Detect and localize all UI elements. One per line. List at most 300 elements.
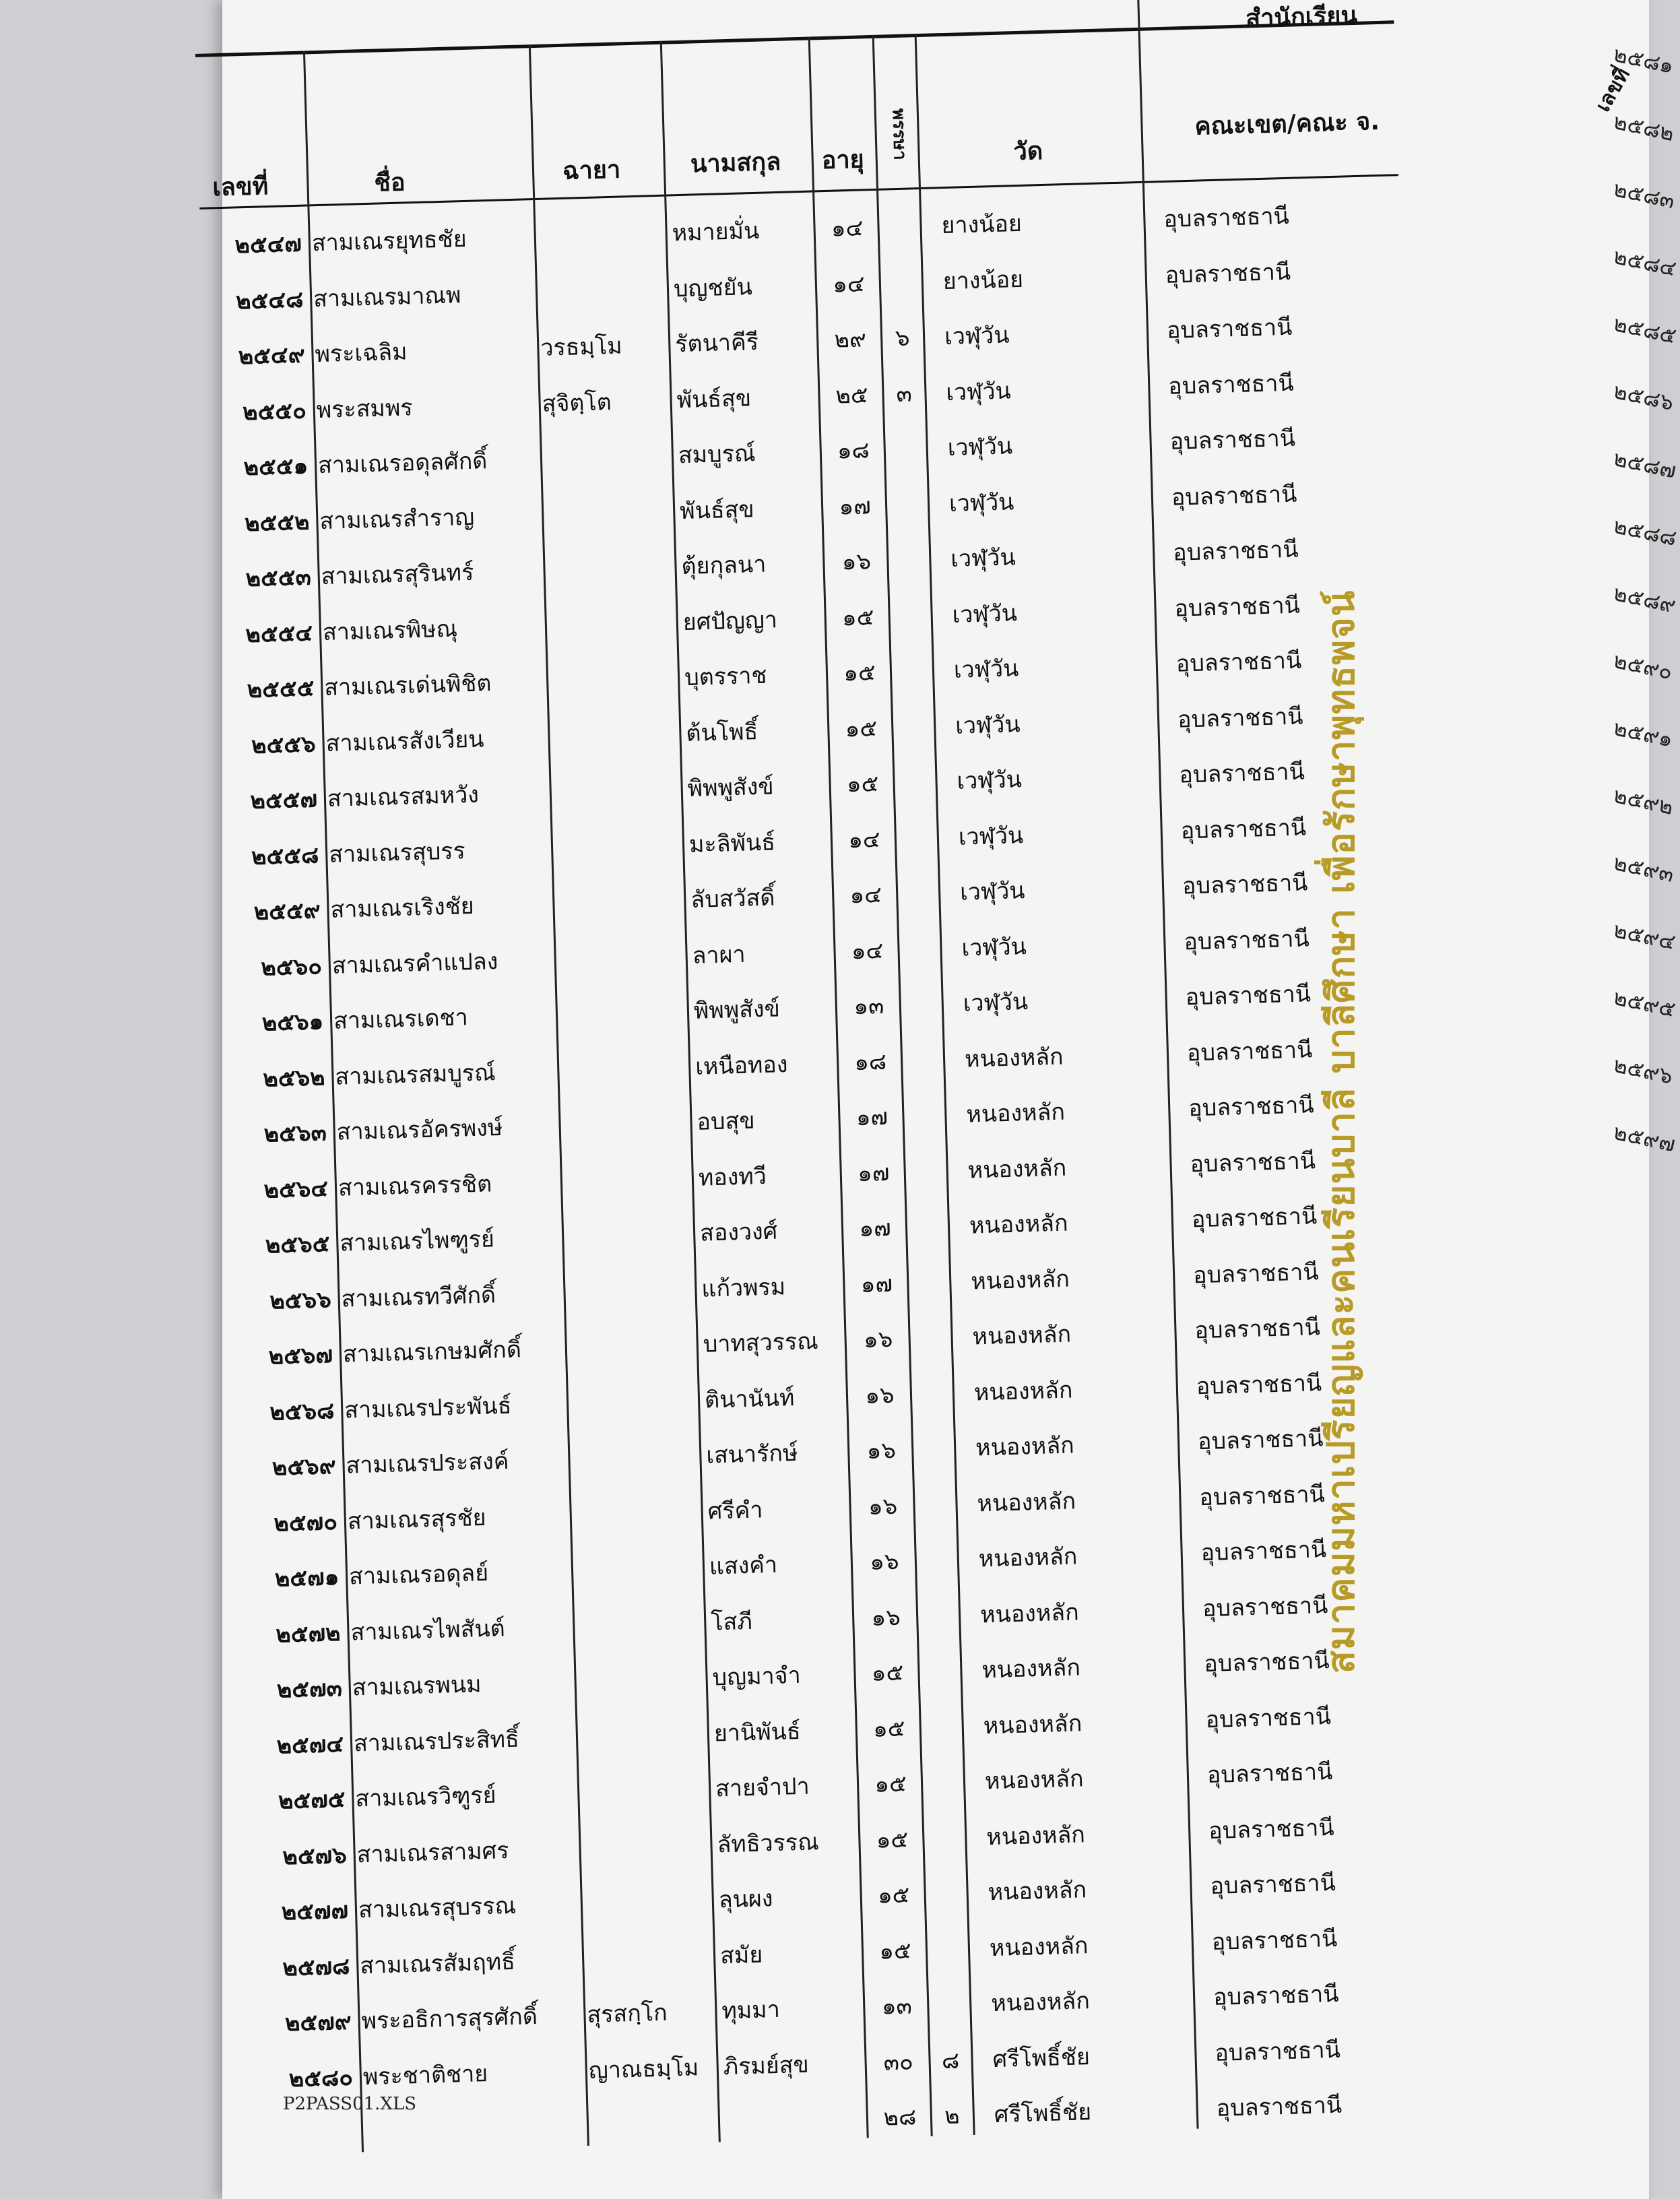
row-chaya — [564, 1215, 692, 1218]
row-wat: ศรีโพธิ์ชัย — [994, 2099, 1092, 2129]
row-surname: บาทสุวรรณ — [703, 1327, 819, 1358]
row-name: สามเณรเด่นพิชิต — [323, 670, 492, 702]
row-name: สามเณรสมหวัง — [327, 781, 480, 812]
row-chaya — [560, 1048, 688, 1052]
row-number: ๒๕๖๙ — [271, 1453, 337, 1481]
row-surname: ลาผา — [692, 941, 746, 969]
row-number: ๒๕๗๐ — [273, 1508, 338, 1537]
edge-number: ๒๕๙๓ — [1611, 849, 1677, 887]
row-grade — [910, 1263, 947, 1265]
row-chaya — [556, 881, 684, 885]
row-grade — [895, 707, 932, 709]
row-wat: เวฬุวัน — [958, 821, 1024, 851]
row-name: สามเณรประสงค์ — [346, 1447, 509, 1479]
row-number: ๒๕๖๒ — [262, 1063, 326, 1093]
row-chaya — [562, 1104, 690, 1107]
row-age: ๒๘ — [883, 2103, 917, 2132]
row-age: ๒๙ — [833, 325, 867, 354]
row-wat: เวฬุวัน — [955, 710, 1021, 740]
row-wat: หนองหลัก — [970, 1265, 1070, 1296]
row-wat: หนองหลัก — [989, 1932, 1089, 1962]
row-number: ๒๕๔๗ — [234, 230, 302, 259]
row-name: สามเณรประสิทธิ์ — [353, 1725, 520, 1757]
row-province: อุบลราชธานี — [1178, 758, 1305, 789]
row-number: ๒๕๕๘ — [251, 841, 319, 870]
row-surname: สมบูรณ์ — [678, 440, 756, 470]
edge-number: ๒๕๙๑ — [1611, 714, 1675, 753]
row-age: ๑๖ — [864, 1381, 895, 1409]
row-name: สามเณรสำราญ — [319, 503, 475, 535]
row-wat: เวฬุวัน — [944, 321, 1010, 351]
edge-number: ๒๕๘๔ — [1611, 243, 1679, 282]
row-number: ๒๕๕๓ — [245, 563, 312, 593]
edge-number: ๒๕๙๐ — [1611, 647, 1675, 685]
row-age: ๑๕ — [841, 603, 874, 632]
row-chaya: ญาณธมฺโม — [588, 2053, 699, 2084]
row-number: ๒๕๗๕ — [278, 1785, 346, 1815]
row-surname: ลัทธิวรรณ — [716, 1828, 820, 1858]
row-wat: หนองหลัก — [984, 1765, 1085, 1795]
row-chaya — [579, 1715, 707, 1718]
row-number: ๒๕๖๖ — [269, 1285, 332, 1315]
edge-number: ๒๕๙๗ — [1611, 1118, 1678, 1157]
row-age: ๑๕ — [876, 1825, 909, 1854]
row-number: ๒๕๕๕ — [247, 674, 315, 704]
row-age: ๑๖ — [863, 1325, 893, 1354]
row-wat: หนองหลัก — [967, 1154, 1067, 1184]
row-surname: ศรีคำ — [707, 1496, 763, 1525]
row-wat: หนองหลัก — [976, 1487, 1076, 1517]
row-chaya — [538, 270, 666, 274]
row-grade — [921, 1652, 958, 1653]
row-province: อุบลราชธานี — [1172, 536, 1299, 567]
row-grade — [914, 1430, 951, 1431]
header-col-no: เลขที่ — [212, 172, 269, 202]
row-province: อุบลราชธานี — [1208, 1814, 1335, 1845]
row-surname: สมัย — [719, 1941, 763, 1969]
row-surname: แก้วพรม — [701, 1273, 786, 1303]
row-wat: หนองหลัก — [978, 1543, 1078, 1573]
header-col-age: อายุ — [821, 146, 865, 175]
row-surname: บุญชยัน — [673, 273, 753, 302]
row-surname: ทองทวี — [698, 1162, 767, 1192]
row-grade — [899, 874, 936, 876]
row-age: ๑๗ — [858, 1214, 892, 1243]
header-col-prov: คณะเขต/คณะ จ. — [1194, 107, 1380, 141]
row-wat: เวฬุวัน — [959, 877, 1026, 906]
row-surname: หมายมั่น — [672, 217, 760, 247]
row-province: อุบลราชธานี — [1192, 1258, 1320, 1289]
row-province: อุบลราชธานี — [1171, 480, 1297, 511]
edge-number: ๒๕๘๙ — [1611, 579, 1679, 618]
row-province: อุบลราชธานี — [1188, 1091, 1315, 1122]
row-name: สามเณรครรชิต — [337, 1170, 492, 1202]
row-chaya — [585, 1937, 713, 1940]
row-number: ๒๕๖๓ — [263, 1119, 327, 1148]
row-name: สามเณรทวีศักดิ์ — [341, 1281, 496, 1313]
row-chaya — [554, 826, 682, 829]
row-wat: ยางน้อย — [940, 210, 1023, 240]
row-name: สามเณรสุบรร — [328, 837, 466, 868]
row-province: อุบลราชธานี — [1186, 1035, 1313, 1066]
row-number: ๒๕๖๕ — [265, 1230, 330, 1259]
row-surname: บุญมาจำ — [712, 1661, 802, 1692]
header-office: สำนักเรียน — [1245, 1, 1358, 33]
edge-number: ๒๕๙๒ — [1611, 782, 1676, 820]
row-grade — [913, 1374, 950, 1376]
row-grade — [882, 263, 919, 265]
row-surname: ทุมมา — [721, 1996, 781, 2025]
row-chaya — [573, 1492, 701, 1496]
row-age: ๑๔ — [847, 825, 881, 854]
row-province: อุบลราชธานี — [1211, 1925, 1338, 1956]
row-age: ๑๔ — [851, 936, 884, 965]
row-province: อุบลราชธานี — [1190, 1147, 1316, 1178]
row-number: ๒๕๖๑ — [261, 1008, 324, 1037]
row-age: ๑๖ — [871, 1603, 901, 1632]
row-name: สามเณรสัมฤทธิ์ — [359, 1948, 516, 1979]
row-name: สามเณรพนม — [352, 1671, 482, 1702]
row-surname: สายจำปา — [715, 1773, 810, 1803]
row-number: ๒๕๗๓ — [276, 1674, 343, 1704]
row-province: อุบลราชธานี — [1198, 1480, 1326, 1511]
row-number: ๒๕๖๐ — [260, 952, 323, 982]
row-chaya — [551, 715, 679, 718]
row-age: ๑๕ — [874, 1770, 907, 1798]
row-name: สามเณรยุทธชัย — [311, 225, 467, 257]
row-number: ๒๕๖๘ — [269, 1397, 335, 1426]
row-wat: หนองหลัก — [990, 1987, 1091, 2018]
row-grade — [924, 1763, 961, 1764]
row-name: พระเฉลิม — [314, 338, 408, 369]
row-name: สามเณรเกษมศักดิ์ — [342, 1336, 522, 1368]
row-age: ๑๔ — [849, 881, 882, 910]
row-chaya — [583, 1882, 711, 1885]
next-page-header: เลขที่ — [1591, 63, 1635, 117]
row-age: ๑๕ — [872, 1715, 906, 1743]
row-province: อุบลราชธานี — [1182, 869, 1308, 900]
row-province: อุบลราชธานี — [1167, 369, 1295, 400]
row-number: ๒๕๔๙ — [238, 341, 306, 371]
row-province: อุบลราชธานี — [1165, 258, 1291, 289]
row-grade — [905, 1097, 942, 1098]
row-chaya — [574, 1548, 702, 1552]
row-number: ๒๕๖๔ — [263, 1174, 329, 1204]
row-wat: หนองหลัก — [979, 1598, 1080, 1628]
row-chaya — [543, 437, 671, 441]
row-name: สามเณรเริงชัย — [330, 892, 475, 924]
row-number: ๒๕๗๑ — [274, 1563, 340, 1593]
row-surname: อบสุข — [697, 1107, 756, 1136]
row-grade: ๘ — [941, 2047, 960, 2074]
row-wat: หนองหลัก — [986, 1820, 1086, 1851]
row-surname: ลุนผง — [718, 1885, 773, 1914]
row-name: สามเณรวิฑูรย์ — [354, 1781, 497, 1813]
row-number: ๒๕๕๑ — [243, 452, 309, 482]
row-wat: หนองหลัก — [973, 1376, 1073, 1406]
row-surname: รัตนาคีรี — [674, 328, 759, 358]
row-grade — [880, 208, 917, 209]
row-age: ๑๕ — [878, 1936, 912, 1965]
row-surname: ภิรมย์สุข — [723, 2051, 810, 2080]
row-age: ๑๔ — [831, 214, 864, 243]
row-grade — [901, 930, 938, 931]
row-grade — [926, 1819, 963, 1820]
row-grade: ๒ — [944, 2102, 961, 2130]
row-wat: หนองหลัก — [975, 1432, 1075, 1462]
row-chaya — [537, 215, 665, 218]
row-province: อุบลราชธานี — [1191, 1203, 1318, 1234]
row-age: ๑๕ — [843, 659, 876, 687]
row-grade — [919, 1597, 956, 1598]
row-number: ๒๕๕๖ — [251, 730, 317, 759]
row-age: ๑๗ — [857, 1159, 890, 1187]
row-name: สามเณรสมบูรณ์ — [334, 1058, 496, 1091]
row-age: ๑๕ — [845, 714, 878, 742]
row-number — [260, 2114, 354, 2117]
row-number: ๒๕๕๒ — [244, 508, 311, 537]
row-age: ๑๖ — [868, 1492, 898, 1521]
row-grade — [890, 541, 927, 542]
row-name: สามเณรไพสันต์ — [350, 1614, 506, 1646]
row-chaya — [589, 2104, 717, 2107]
row-wat: เวฬุวัน — [950, 544, 1016, 573]
row-wat: หนองหลัก — [969, 1209, 1069, 1240]
edge-number: ๒๕๙๔ — [1611, 916, 1678, 955]
row-grade — [897, 819, 934, 820]
row-wat: เวฬุวัน — [963, 988, 1029, 1017]
row-grade — [893, 652, 930, 654]
row-surname: ยานิพันธ์ — [713, 1717, 802, 1747]
row-surname: ยศปัญญา — [682, 606, 778, 636]
row-chaya — [545, 492, 673, 496]
row-name: สามเณรสังเวียน — [325, 725, 485, 757]
row-surname: เสนารักษ์ — [705, 1439, 798, 1469]
row-grade — [911, 1319, 948, 1320]
row-age: ๑๖ — [869, 1548, 900, 1576]
row-age: ๓๐ — [883, 2047, 914, 2076]
row-wat: เวฬุวัน — [948, 488, 1014, 517]
row-wat: เวฬุวัน — [961, 932, 1027, 962]
row-grade — [896, 763, 933, 765]
row-province: อุบลราชธานี — [1194, 1314, 1321, 1345]
row-chaya — [567, 1271, 694, 1274]
row-chaya — [546, 548, 674, 551]
row-province: อุบลราชธานี — [1205, 1702, 1332, 1733]
row-name: สามเณรสุบรรณ — [358, 1892, 517, 1924]
row-chaya — [563, 1159, 691, 1163]
row-grade — [902, 986, 939, 987]
row-grade — [891, 596, 928, 598]
row-surname: ลับสวัสดิ์ — [690, 884, 775, 914]
row-grade — [888, 486, 925, 487]
row-name: สามเณรอัครพงษ์ — [336, 1114, 503, 1146]
row-province: อุบลราชธานี — [1175, 647, 1302, 678]
row-age: ๑๖ — [866, 1436, 897, 1465]
header-col-chaya: ฉายา — [562, 156, 621, 185]
row-wat: หนองหลัก — [981, 1654, 1081, 1684]
row-province: อุบลราชธานี — [1196, 1369, 1322, 1400]
header-col-grade: พรรษา — [888, 108, 910, 161]
row-surname: ตินานันท์ — [704, 1384, 795, 1414]
row-chaya: สุจิตฺโต — [542, 388, 612, 418]
row-chaya — [568, 1326, 696, 1329]
row-province: อุบลราชธานี — [1173, 592, 1301, 623]
row-chaya — [577, 1659, 705, 1663]
row-age: ๑๗ — [860, 1270, 893, 1298]
row-chaya: วรธมฺโม — [540, 332, 623, 362]
next-page-edge — [1610, 40, 1679, 1320]
row-name: สามเณรคำแปลง — [331, 947, 498, 980]
row-surname: พันธ์สุข — [676, 384, 752, 414]
row-name: สามเณรสามศร — [356, 1837, 509, 1868]
row-number: ๒๕๗๔ — [276, 1730, 344, 1760]
row-wat: เวฬุวัน — [953, 655, 1019, 684]
file-name-footer: P2PASS01.XLS — [283, 2094, 417, 2114]
row-chaya — [576, 1603, 704, 1607]
row-province: อุบลราชธานี — [1209, 1869, 1336, 1900]
row-surname — [724, 2099, 893, 2103]
row-age: ๑๘ — [853, 1048, 887, 1076]
edge-number: ๒๕๙๖ — [1611, 1051, 1675, 1089]
row-name: สามเณรพิษณุ — [322, 614, 458, 646]
row-province: อุบลราชธานี — [1166, 313, 1293, 344]
row-chaya — [571, 1437, 699, 1440]
row-number: ๒๕๖๗ — [268, 1341, 333, 1370]
row-wat: เวฬุวัน — [947, 433, 1013, 462]
row-grade — [886, 430, 924, 431]
row-surname: พิพพูสังข์ — [693, 995, 781, 1025]
row-province: อุบลราชธานี — [1197, 1425, 1324, 1456]
row-name: สามเณรเดชา — [333, 1004, 469, 1035]
row-number: ๒๕๗๖ — [282, 1841, 348, 1870]
row-age: ๑๕ — [877, 1881, 910, 1909]
row-surname: โสภี — [710, 1607, 753, 1636]
row-grade: ๓ — [895, 380, 913, 408]
row-wat: เวฬุวัน — [945, 377, 1012, 406]
row-name: พระสมพร — [316, 393, 414, 424]
row-grade — [917, 1541, 955, 1542]
row-age: ๑๗ — [839, 492, 872, 521]
row-province: อุบลราชธานี — [1206, 1758, 1333, 1789]
row-grade — [907, 1152, 944, 1153]
row-chaya — [582, 1826, 710, 1829]
row-chaya — [558, 992, 686, 996]
row-number: ๒๕๗๗ — [281, 1897, 349, 1926]
row-name: สามเณรไพฑูรย์ — [339, 1225, 495, 1257]
row-name: สามเณรอดุลศักดิ์ — [317, 447, 488, 480]
row-wat: เวฬุวัน — [952, 599, 1018, 629]
row-name: สามเณรสุรินทร์ — [321, 559, 474, 591]
row-age: ๒๕ — [835, 381, 869, 410]
row-province: อุบลราชธานี — [1202, 1591, 1328, 1622]
row-province: อุบลราชธานี — [1185, 980, 1312, 1011]
row-province: อุบลราชธานี — [1216, 2091, 1343, 2122]
row-surname: แสงคำ — [709, 1551, 778, 1581]
row-chaya — [557, 937, 685, 941]
row-wat: เวฬุวัน — [957, 766, 1023, 795]
row-number: ๒๕๕๔ — [245, 618, 313, 648]
row-name: สามเณรประพันธ์ — [344, 1392, 512, 1424]
row-province: อุบลราชธานี — [1213, 1980, 1339, 2011]
row-age: ๑๕ — [846, 770, 879, 798]
row-province: อุบลราชธานี — [1180, 813, 1307, 845]
row-name: พระชาติชาย — [362, 2060, 488, 2091]
row-age: ๑๘ — [837, 437, 870, 465]
edge-number: ๒๕๘๑ — [1611, 40, 1677, 79]
row-name: สามเณรมาณพ — [313, 281, 461, 313]
row-province: อุบลราชธานี — [1163, 202, 1290, 233]
row-number: ๒๕๗๒ — [275, 1619, 342, 1649]
row-chaya — [581, 1771, 709, 1774]
row-number: ๒๕๕๙ — [253, 897, 321, 926]
row-wat: ศรีโพธิ์ชัย — [992, 2043, 1091, 2073]
row-surname: เหนือทอง — [694, 1050, 788, 1081]
row-age: ๑๔ — [832, 269, 866, 298]
row-number: ๒๕๔๘ — [235, 286, 304, 315]
row-wat: หนองหลัก — [964, 1043, 1064, 1073]
header-col-surname: นามสกุล — [690, 148, 781, 179]
row-surname: ตุ้ยกุลนา — [680, 550, 767, 581]
row-wat: หนองหลัก — [965, 1098, 1066, 1128]
row-age: ๑๗ — [855, 1103, 889, 1132]
row-grade: ๖ — [895, 324, 911, 352]
row-grade — [908, 1208, 945, 1209]
row-name: พระอธิการสุรศักดิ์ — [361, 2002, 538, 2035]
row-grade — [928, 1930, 965, 1932]
row-age: ๑๖ — [841, 548, 872, 576]
edge-number: ๒๕๘๕ — [1611, 310, 1679, 349]
row-chaya — [552, 770, 680, 773]
row-chaya — [548, 604, 676, 607]
row-grade — [927, 1874, 964, 1876]
row-surname: สองวงศ์ — [699, 1217, 778, 1247]
row-surname: พันธ์สุข — [679, 495, 755, 525]
row-number: ๒๕๗๘ — [282, 1952, 350, 1981]
edge-number: ๒๕๘๘ — [1611, 512, 1679, 551]
row-wat: ยางน้อย — [942, 265, 1024, 295]
row-grade — [930, 1985, 967, 1987]
row-age: ๑๕ — [871, 1659, 904, 1687]
row-province: อุบลราชธานี — [1169, 424, 1296, 455]
header-col-wat: วัด — [1012, 137, 1043, 166]
row-grade — [903, 1041, 940, 1042]
row-wat: หนองหลัก — [988, 1876, 1087, 1907]
row-province: อุบลราชธานี — [1200, 1535, 1327, 1567]
row-chaya — [569, 1381, 697, 1384]
row-number: ๒๕๕๐ — [242, 397, 307, 426]
edge-number: ๒๕๘๖ — [1611, 377, 1677, 416]
edge-number: ๒๕๙๕ — [1611, 984, 1678, 1023]
row-age: ๑๓ — [881, 1992, 913, 2020]
row-surname: บุตรราช — [684, 662, 768, 692]
row-name: สามเณรอดุลย์ — [348, 1559, 489, 1591]
row-province: อุบลราชธานี — [1214, 2036, 1341, 2067]
row-wat: หนองหลัก — [972, 1320, 1072, 1351]
row-grade — [922, 1708, 959, 1709]
row-province: อุบลราชธานี — [1177, 702, 1304, 734]
row-number: ๒๕๕๗ — [249, 786, 318, 815]
row-province: อุบลราชธานี — [1183, 924, 1310, 956]
results-table — [195, 1, 1452, 2155]
row-wat: หนองหลัก — [983, 1709, 1083, 1740]
row-number: ๒๕๗๙ — [284, 2008, 352, 2037]
row-surname: มะลิพันธ์ — [688, 828, 776, 858]
edge-number: ๒๕๘๗ — [1611, 445, 1679, 484]
row-name: สามเณรสุรชัย — [347, 1504, 487, 1535]
row-grade — [916, 1486, 953, 1487]
row-chaya: สุรสกฺโก — [586, 1999, 668, 2029]
